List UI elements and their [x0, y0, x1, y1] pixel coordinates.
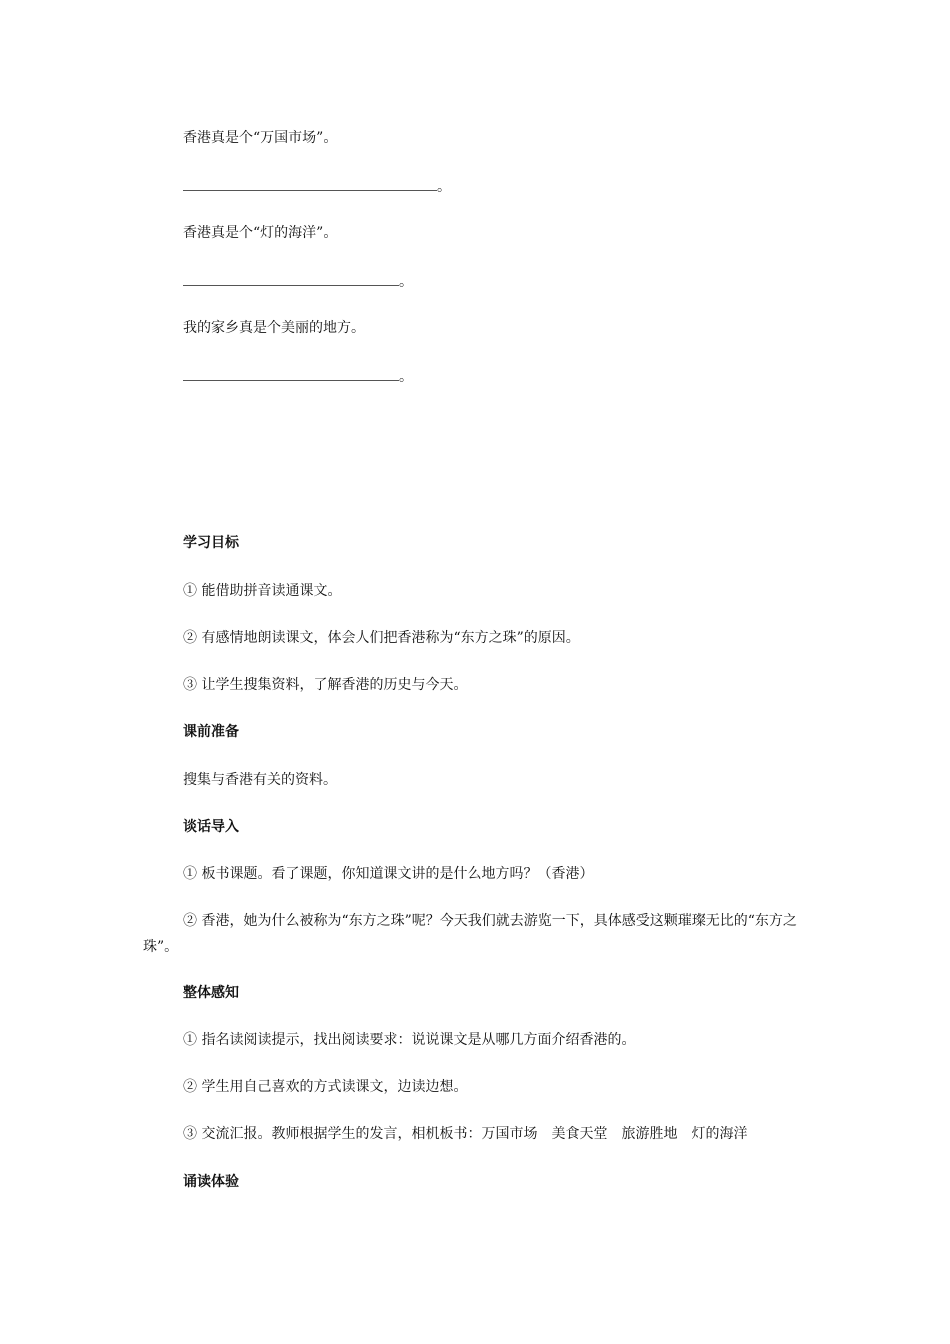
overall-item-3: ③ 交流汇报。教师根据学生的发言，相机板书：万国市场 美食天堂 旅游胜地 灯的海洋: [183, 1126, 748, 1142]
blank-underline: [183, 176, 437, 191]
answer-line-end: 。: [399, 274, 413, 290]
blank-underline: [183, 366, 399, 381]
intro-item-2: ② 香港，她为什么被称为“东方之珠”呢？今天我们就去游览一下，具体感受这颗璀璨无比的“东方之珠”。: [143, 913, 797, 955]
sentence-2: 香港真是个“灯的海洋”。: [183, 225, 338, 241]
goal-item-2: ② 有感情地朗读课文，体会人们把香港称为“东方之珠”的原因。: [183, 630, 580, 646]
overall-item-1: ① 指名读阅读提示，找出阅读要求：说说课文是从哪几方面介绍香港的。: [183, 1032, 636, 1048]
answer-line-3[interactable]: [183, 366, 413, 387]
answer-line-1[interactable]: [183, 176, 451, 197]
reading-heading: 诵读体验: [183, 1174, 239, 1190]
prep-text: 搜集与香港有关的资料。: [183, 772, 337, 788]
blank-underline: [183, 271, 399, 286]
goals-heading: 学习目标: [183, 535, 239, 551]
overall-heading: 整体感知: [183, 985, 239, 1001]
goal-item-3: ③ 让学生搜集资料，了解香港的历史与今天。: [183, 677, 468, 693]
overall-item-2: ② 学生用自己喜欢的方式读课文，边读边想。: [183, 1079, 468, 1095]
sentence-3: 我的家乡真是个美丽的地方。: [183, 320, 365, 336]
prep-heading: 课前准备: [183, 724, 239, 740]
goal-item-1: ① 能借助拼音读通课文。: [183, 583, 342, 599]
intro-heading: 谈话导入: [183, 819, 239, 835]
answer-line-end: 。: [437, 179, 451, 195]
answer-line-2[interactable]: [183, 271, 413, 292]
intro-item-1: ① 板书课题。看了课题，你知道课文讲的是什么地方吗？（香港）: [183, 866, 594, 882]
answer-line-end: 。: [399, 369, 413, 385]
sentence-1: 香港真是个“万国市场”。: [183, 130, 338, 146]
